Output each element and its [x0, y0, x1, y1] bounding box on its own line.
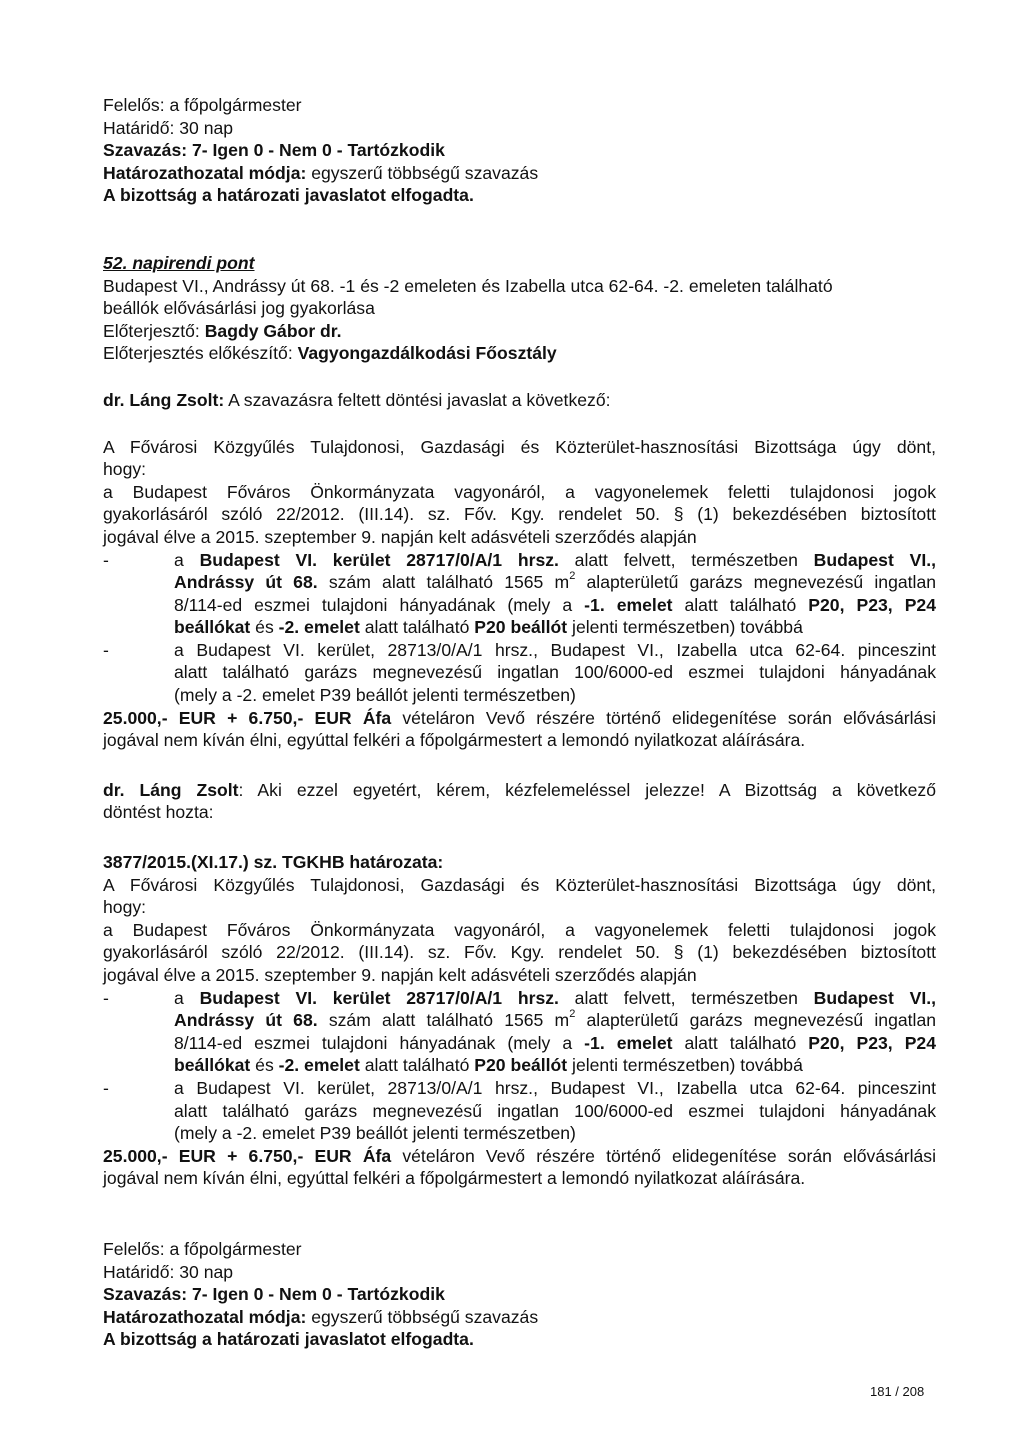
- decision-line: jogával élve a 2015. szeptember 9. napján kelt adásvételi szerződés alapján: [103, 965, 697, 985]
- decision-number: 3877/2015.(XI.17.) sz. TGKHB határozata:: [103, 852, 444, 873]
- speaker-name: dr. Láng Zsolt: [103, 779, 239, 800]
- bottom-status-block: [103, 1238, 936, 1351]
- bullet-line: Andrássy út 68. szám alatt található 1565 $m^2$ alapterületű garázs megnevezésű ingatlan: [174, 1008, 937, 1031]
- bullet-dash: -: [103, 987, 109, 1008]
- proposal-line: hogy:: [103, 459, 147, 480]
- bullet-dash: -: [103, 1077, 109, 1098]
- accepted-line: A bizottság a határozati javaslatot elfogadta.: [103, 1329, 474, 1350]
- decision-line: a Budapest Főváros Önkormányzata vagyonáról, a vagyonelemek feletti tulajdonosi jogok: [103, 919, 936, 940]
- decision-last-line: jogával nem kíván élni, egyúttal felkéri a főpolgármestert a lemondó nyilatkozat aláírására.: [103, 1168, 806, 1189]
- accepted-line: A bizottság a határozati javaslatot elfogadta.: [103, 185, 474, 206]
- agenda-title: 52. napirendi pont: [103, 252, 255, 273]
- bullet-line: 8/114-ed eszmei tulajdoni hányadának (mely a -1. emelet alatt található P20, P23, P24: [174, 1032, 936, 1053]
- bullet-line: (mely a -2. emelet P39 beállót jelenti természetben): [174, 685, 576, 706]
- price-amount: 25.000,- EUR + 6.750,- EUR Áfa: [103, 707, 392, 728]
- preparer-label: Előterjesztés előkészítő:: [103, 343, 298, 364]
- responsible-line: Felelős: a főpolgármester: [103, 1238, 302, 1259]
- vote-result-line: Szavazás: 7- Igen 0 - Nem 0 - Tartózkodik: [103, 1284, 445, 1305]
- presenter-label: Előterjesztő:: [103, 320, 205, 341]
- proposal-line: a Budapest Főváros Önkormányzata vagyonáról, a vagyonelemek feletti tulajdonosi jogok: [103, 481, 936, 502]
- speaker-name: dr. Láng Zsolt:: [103, 389, 225, 410]
- deadline-line: Határidő: 30 nap: [103, 1261, 234, 1282]
- agenda-subject-line-1: Budapest VI., Andrássy út 68. -1 és -2 emeleten és Izabella utca 62-64. -2. emeleten található: [103, 275, 833, 296]
- deadline-line: Határidő: 30 nap: [103, 117, 234, 138]
- bullet-dash: -: [103, 549, 109, 570]
- decision-method-line: [103, 1306, 936, 1329]
- decision-line: A Fővárosi Közgyűlés Tulajdonosi, Gazdasági és Közterület-hasznosítási Bizottsága úgy dönt,: [103, 874, 936, 895]
- price-line: 25.000,- EUR + 6.750,- EUR Áfa vételáron Vevő részére történő elidegenítése során elővásárlási: [103, 1145, 936, 1166]
- proposal-bullet-1: [103, 549, 936, 639]
- decision-method-label: Határozathozatal módja:: [103, 1306, 307, 1327]
- bullet-line: 8/114-ed eszmei tulajdoni hányadának (mely a -1. emelet alatt található P20, P23, P24: [174, 594, 936, 615]
- price-line: 25.000,- EUR + 6.750,- EUR Áfa vételáron Vevő részére történő elidegenítése során elővásárlási: [103, 707, 936, 728]
- bullet-line: alatt található garázs megnevezésű ingatlan 100/6000-ed eszmei tulajdoni hányadának: [174, 1100, 936, 1121]
- bullet-line: a Budapest VI. kerület, 28713/0/A/1 hrsz., Budapest VI., Izabella utca 62-64. pinceszint: [174, 1077, 936, 1098]
- decision-body: [103, 851, 936, 1190]
- bullet-line: alatt található garázs megnevezésű ingatlan 100/6000-ed eszmei tulajdoni hányadának: [174, 662, 936, 683]
- proposal-line: A Fővárosi Közgyűlés Tulajdonosi, Gazdasági és Közterület-hasznosítási Bizottsága úgy dönt,: [103, 436, 936, 457]
- top-status-block: [103, 94, 936, 207]
- proposal-intro-text: A szavazásra feltett döntési javaslat a következő:: [224, 389, 611, 410]
- proposal-bullet-2: [103, 639, 936, 707]
- proposal-last-line: jogával nem kíván élni, egyúttal felkéri a főpolgármestert a lemondó nyilatkozat aláírására.: [103, 730, 806, 751]
- presenter-line: [103, 320, 936, 343]
- proposal-line: jogával élve a 2015. szeptember 9. napján kelt adásvételi szerződés alapján: [103, 526, 697, 547]
- preparer-line: [103, 342, 936, 365]
- decision-line: gyakorlásáról szóló 22/2012. (III.14). sz. Főv. Kgy. rendelet 50. § (1) bekezdésében biztosított: [103, 942, 936, 963]
- bullet-line: (mely a -2. emelet P39 beállót jelenti természetben): [174, 1123, 576, 1144]
- preparer-value: Vagyongazdálkodási Főosztály: [297, 343, 557, 364]
- decision-method-line: [103, 162, 936, 185]
- vote-call: [103, 779, 936, 824]
- proposal-intro: [103, 389, 936, 412]
- bullet-line: a Budapest VI. kerület 28717/0/A/1 hrsz. alatt felvett, természetben Budapest VI.,: [174, 987, 936, 1008]
- price-amount: 25.000,- EUR + 6.750,- EUR Áfa: [103, 1145, 392, 1166]
- bullet-line: beállókat és -2. emelet alatt található P20 beállót jelenti természetben) továbbá: [174, 617, 803, 638]
- vote-call-line: dr. Láng Zsolt: Aki ezzel egyetért, kérem, kézfelemeléssel jelezze! A Bizottság a következő: [103, 779, 936, 800]
- vote-result-line: Szavazás: 7- Igen 0 - Nem 0 - Tartózkodik: [103, 140, 445, 161]
- document-page: [103, 94, 936, 1351]
- agenda-item: [103, 252, 936, 365]
- presenter-value: Bagdy Gábor dr.: [204, 320, 342, 341]
- proposal-body: [103, 436, 936, 752]
- decision-method-value: egyszerű többségű szavazás: [306, 1306, 539, 1327]
- agenda-subject-line-2: beállók elővásárlási jog gyakorlása: [103, 298, 375, 319]
- vote-call-line: döntést hozta:: [103, 802, 214, 823]
- bullet-line: a Budapest VI. kerület, 28713/0/A/1 hrsz., Budapest VI., Izabella utca 62-64. pinceszint: [174, 639, 936, 660]
- bullet-line: Andrássy út 68. szám alatt található 1565 $m^2$ alapterületű garázs megnevezésű ingatlan: [174, 570, 937, 593]
- decision-method-label: Határozathozatal módja:: [103, 162, 307, 183]
- decision-bullet-1: [103, 987, 936, 1077]
- proposal-line: gyakorlásáról szóló 22/2012. (III.14). sz. Főv. Kgy. rendelet 50. § (1) bekezdésében biztosított: [103, 504, 936, 525]
- bullet-dash: -: [103, 639, 109, 660]
- page-number: 181 / 208: [870, 1384, 925, 1399]
- responsible-line: Felelős: a főpolgármester: [103, 95, 302, 115]
- decision-bullet-2: [103, 1077, 936, 1145]
- bullet-line: a Budapest VI. kerület 28717/0/A/1 hrsz. alatt felvett, természetben Budapest VI.,: [174, 549, 936, 570]
- bullet-line: beállókat és -2. emelet alatt található P20 beállót jelenti természetben) továbbá: [174, 1055, 803, 1076]
- decision-method-value: egyszerű többségű szavazás: [306, 162, 539, 183]
- decision-line: hogy:: [103, 897, 147, 918]
